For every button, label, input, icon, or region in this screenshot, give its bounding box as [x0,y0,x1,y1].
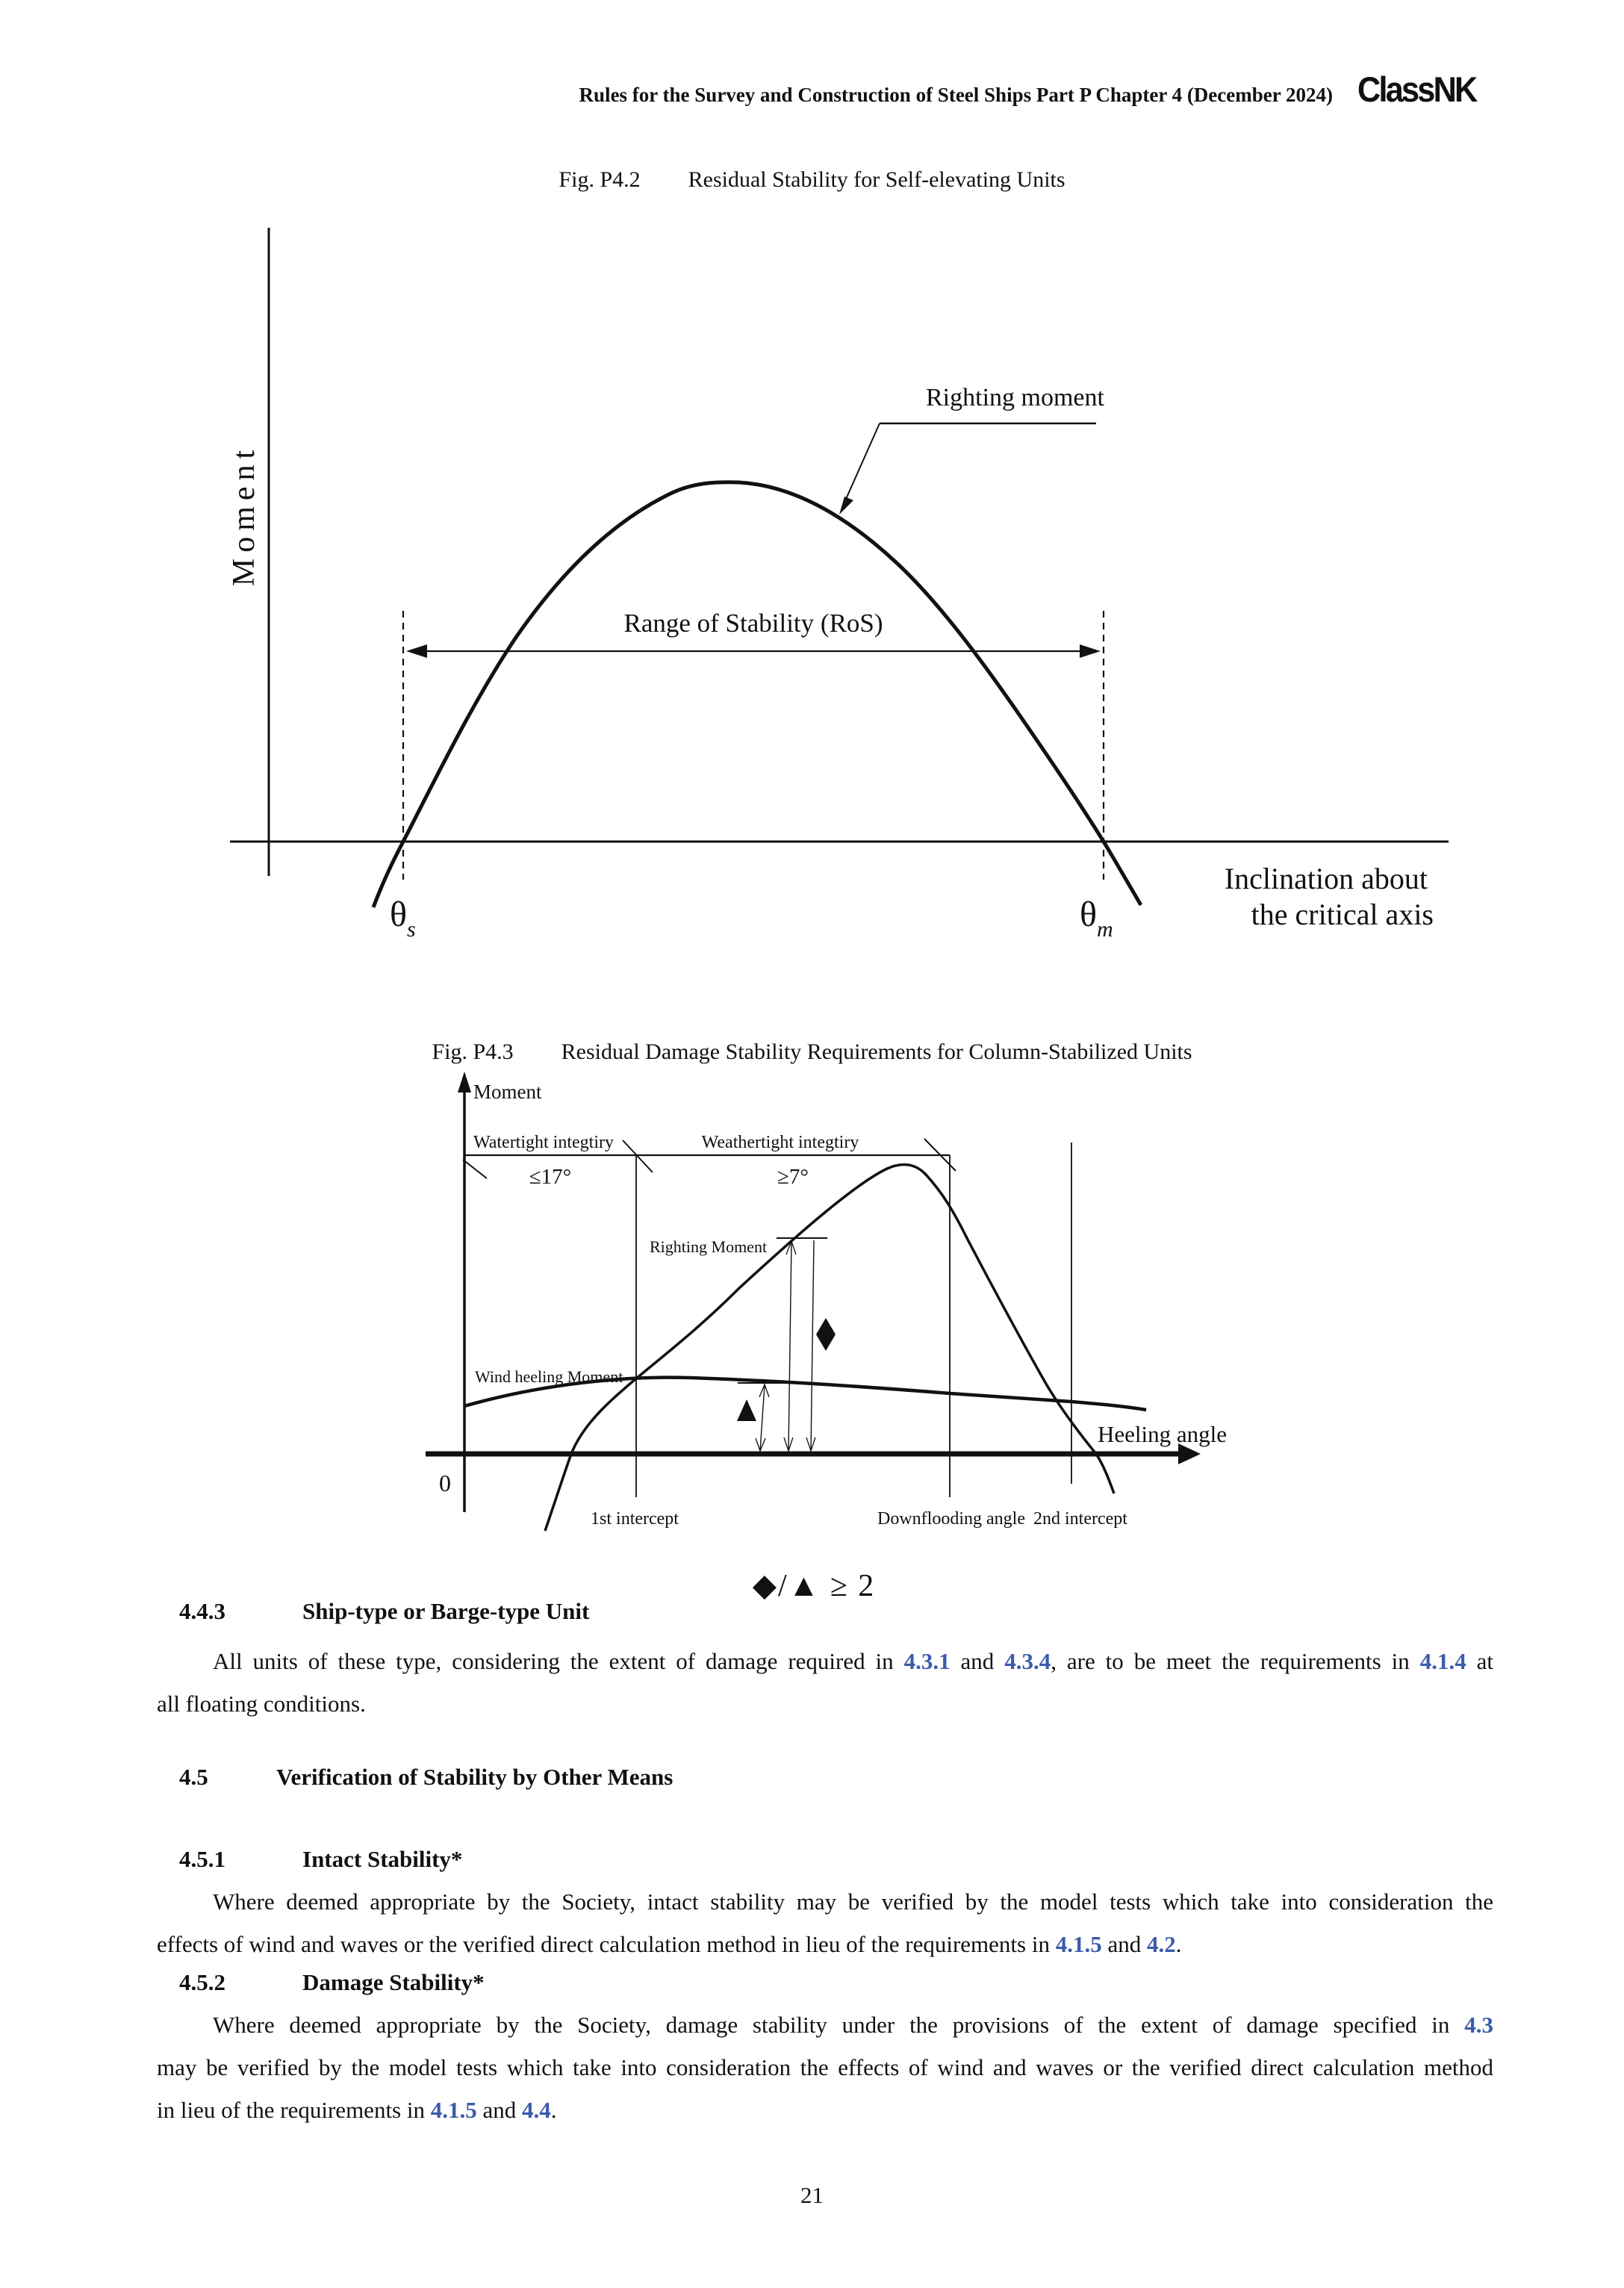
body-text: and [1101,1931,1147,1957]
fig1-callout-arrowhead-icon [839,497,853,515]
fig1-callout-leader-line [844,423,880,504]
body-text: and [950,1648,1005,1674]
classnk-logo: ClassNK [1357,69,1476,109]
body-text: All units of these type, considering the extent of damage required in [213,1648,904,1674]
fig-p43-caption-id: Fig. P4.3 [432,1039,514,1064]
section-number: 4.4.3 [179,1598,225,1624]
fig2-y-axis-arrowhead-icon [458,1072,471,1092]
fig1-righting-moment-curve [373,482,1141,907]
section-heading-4-5 [179,1764,673,1791]
fig1-ros-label: Range of Stability (RoS) [623,609,883,638]
fig-p42-residual-stability-diagram [224,217,1463,971]
cross-reference-link[interactable]: 4.3.4 [1004,1648,1051,1674]
body-text: . [550,2097,557,2123]
cross-reference-link[interactable]: 4.1.4 [1419,1648,1466,1674]
fig-p42-caption [0,167,1624,193]
fig1-ros-right-arrowhead-icon [1080,644,1101,658]
page-number: 21 [800,2182,824,2208]
fig-p42-caption-id: Fig. P4.2 [559,167,641,192]
fig1-x-axis-label-line2: the critical axis [1251,898,1434,931]
fig-p43-ratio-criterion: ◆/▲ ≥ 2 [752,1569,876,1603]
body-text: all floating conditions. [157,1691,366,1717]
fig2-second-intercept-label: 2nd intercept [1033,1509,1127,1529]
body-text: Where deemed appropriate by the Society, damage stability under the provisions of the extent of damage specified in [213,2012,1465,2038]
body-text: at [1466,1648,1493,1674]
cross-reference-link[interactable]: 4.2 [1146,1931,1176,1957]
body-text: effects of wind and waves or the verified direct calculation method in lieu of the requirements in [157,1931,1056,1957]
fig2-righting-dimension-line-1 [788,1240,791,1451]
section-number: 4.5.2 [179,1969,225,1995]
fig-p43-caption [0,1039,1624,1065]
section-paragraph-4-5-2 [157,2003,1493,2131]
fig2-y-axis-label: Moment [473,1081,542,1103]
fig2-first-intercept-label: 1st intercept [591,1509,679,1529]
fig1-x-axis-label-line1: Inclination about [1224,862,1428,895]
fig-p43-residual-damage-stability-diagram [403,1064,1359,1587]
paragraph-line [157,1880,1493,1923]
fig2-triangle-marker-icon [737,1399,756,1421]
fig2-watertight-angle-label: ≤17° [529,1165,572,1189]
section-heading-4-5-2 [179,1969,485,1996]
fig1-ros-left-arrowhead-icon [406,644,427,658]
document-header-title: Rules for the Survey and Construction of Steel Ships Part P Chapter 4 (December 2024) [579,84,1333,106]
fig2-watertight-label: Watertight integtiry [473,1133,615,1152]
cross-reference-link[interactable]: 4.3 [1464,2012,1493,2038]
cross-reference-link[interactable]: 4.4 [522,2097,551,2123]
section-paragraph-4-5-1 [157,1880,1493,1965]
fig2-bracket-middle-tick [623,1140,653,1172]
fig2-heeling-angle-label: Heeling angle [1098,1421,1228,1447]
paragraph-line [157,1923,1493,1965]
fig2-diamond-marker-icon [816,1318,836,1351]
section-title: Ship-type or Barge-type Unit [302,1598,590,1624]
body-text: may be verified by the model tests which take into consideration the effects of wind and waves or the verified direct calculation method [157,2054,1493,2080]
fig-p42-caption-text: Residual Stability for Self-elevating Units [688,167,1065,192]
fig2-bracket-left-tick [463,1160,487,1178]
body-text: . [1175,1931,1182,1957]
section-heading-4-5-1 [179,1846,462,1873]
section-number: 4.5.1 [179,1846,225,1872]
body-text: in lieu of the requirements in [157,2097,431,2123]
cross-reference-link[interactable]: 4.1.5 [430,2097,477,2123]
fig2-weathertight-angle-label: ≥7° [777,1165,809,1189]
fig1-theta-s-label: $\theta_s$ [390,895,416,942]
section-title: Intact Stability* [302,1846,463,1872]
body-text: , are to be meet the requirements in [1051,1648,1420,1674]
fig2-righting-dimension-line-2 [811,1240,814,1451]
paragraph-line [157,1640,1493,1682]
cross-reference-link[interactable]: 4.3.1 [903,1648,951,1674]
fig1-righting-moment-label: Righting moment [926,384,1104,411]
fig1-theta-m-label: $\theta_m$ [1080,895,1113,942]
section-title: Verification of Stability by Other Means [276,1764,673,1790]
body-text: and [476,2097,522,2123]
fig2-weathertight-label: Weathertight integtiry [701,1133,859,1152]
paragraph-line [157,2089,1493,2131]
section-paragraph-4-4-3 [157,1640,1493,1725]
fig-p43-caption-text: Residual Damage Stability Requirements for Column-Stabilized Units [561,1039,1192,1064]
section-heading-4-4-3 [179,1598,589,1625]
body-text: Where deemed appropriate by the Society, intact stability may be verified by the model tests which take into consideration the [213,1888,1493,1915]
paragraph-line [157,2003,1493,2046]
paragraph-line [157,2046,1493,2089]
cross-reference-link[interactable]: 4.1.5 [1055,1931,1102,1957]
fig2-wind-heeling-label: Wind heeling Moment [475,1367,623,1386]
fig1-y-axis-label: Moment [227,444,261,587]
fig2-origin-label: 0 [439,1470,451,1496]
fig2-righting-moment-curve [545,1165,1114,1531]
section-number: 4.5 [179,1764,208,1790]
paragraph-line [157,1682,1493,1725]
fig2-righting-moment-label: Righting Moment [650,1237,768,1256]
fig2-downflooding-label: Downflooding angle [877,1509,1025,1529]
section-title: Damage Stability* [302,1969,485,1995]
